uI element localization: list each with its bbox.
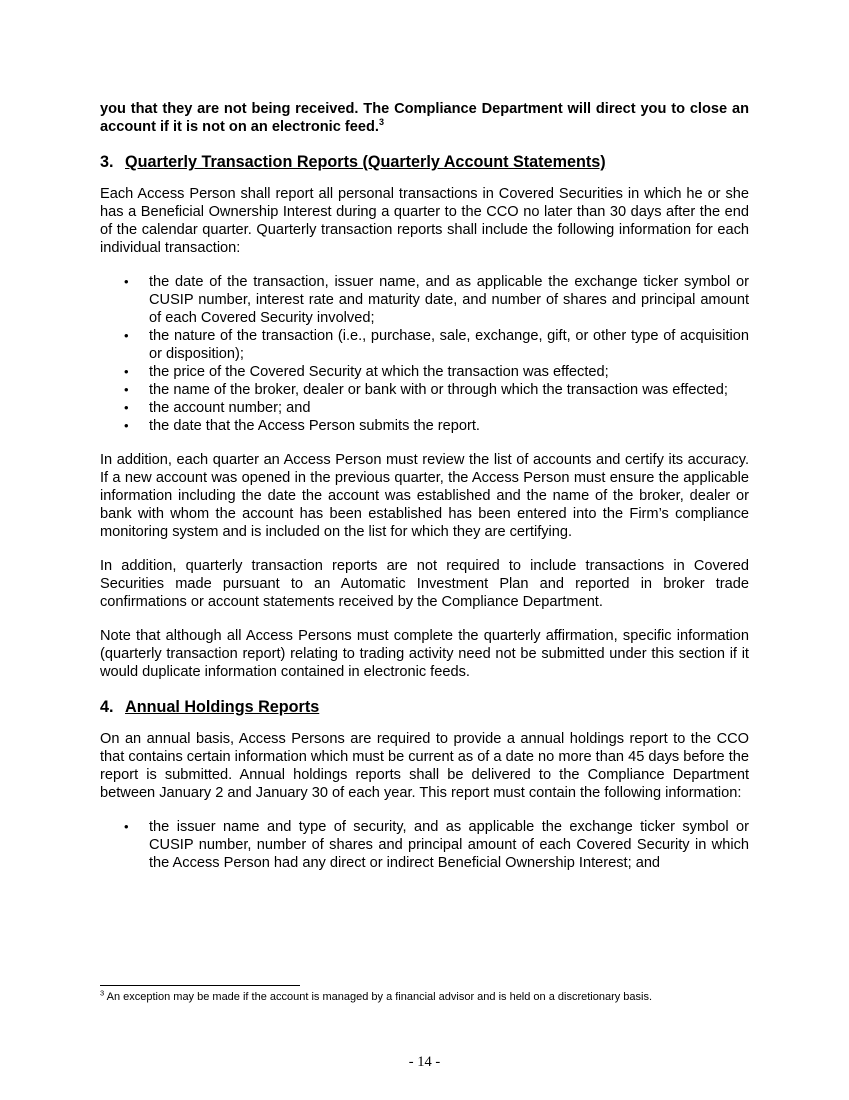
bullet-icon: •	[124, 819, 129, 834]
bullet-icon: •	[124, 274, 129, 289]
list-item-text: the nature of the transaction (i.e., purchase, sale, exchange, gift, or other type of acquisition or disposition);	[149, 328, 749, 362]
page-number: - 14 -	[408, 1054, 441, 1070]
bullet-icon: •	[124, 364, 129, 379]
list-item	[100, 381, 749, 399]
footnote-marker: 3	[100, 988, 105, 998]
section-3-paragraph-4: Note that although all Access Persons must complete the quarterly affirmation, specific information (quarterly transaction report) relating to trading activity need not be submitted under this section if it would duplicate information contained in electronic feeds.	[100, 628, 749, 680]
section-4-paragraph-1: On an annual basis, Access Persons are required to provide a annual holdings report to the CCO that contains certain information which must be current as of a date no more than 45 days before the report is submitted. Annual holdings reports shall be delivered to the Compliance Department between January 2 and January 30 of each year. This report must contain the following information:	[100, 731, 749, 801]
list-item-text: the price of the Covered Security at which the transaction was effected;	[149, 364, 609, 380]
list-item	[100, 818, 749, 872]
bullet-icon: •	[124, 400, 129, 415]
section-3-paragraph-3: In addition, quarterly transaction reports are not required to include transactions in Covered Securities made pursuant to an Automatic Investment Plan and reported in broker trade confirmations or account statements received by the Compliance Department.	[100, 558, 749, 610]
intro-text: you that they are not being received. The Compliance Department will direct you to close an account if it is not on an electronic feed.	[100, 101, 749, 135]
document-body	[100, 100, 749, 888]
section-3-paragraph-2: In addition, each quarter an Access Person must review the list of accounts and certify its accuracy. If a new account was opened in the previous quarter, the Access Person must ensure the applicable information including the date the account was established and the name of the broker, dealer or bank with whom the account has been established has been entered into the Firm’s compliance monitoring system and is included on the list for which they are certifying.	[100, 452, 749, 540]
bullet-icon: •	[124, 328, 129, 343]
footnote-divider	[100, 985, 300, 986]
list-item	[100, 363, 749, 381]
section-3-number: 3.	[100, 153, 114, 171]
footnote	[100, 990, 749, 1004]
section-4-heading	[100, 697, 749, 717]
section-3-heading	[100, 152, 749, 172]
list-item-text: the account number; and	[149, 400, 311, 416]
list-item	[100, 417, 749, 435]
list-item-text: the date that the Access Person submits the report.	[149, 418, 480, 434]
section-4-number: 4.	[100, 698, 114, 716]
footnote-reference: 3	[378, 117, 384, 128]
list-item-text: the date of the transaction, issuer name, and as applicable the exchange ticker symbol or CUSIP number, interest rate and maturity date, and number of shares and principal amount of each Covered Security involved;	[149, 274, 749, 326]
footnote-text: An exception may be made if the account is managed by a financial advisor and is held on a discretionary basis.	[104, 991, 653, 1003]
section-3-title: Quarterly Transaction Reports (Quarterly Account Statements)	[125, 153, 606, 171]
intro-paragraph	[100, 100, 749, 136]
list-item	[100, 327, 749, 363]
section-4-title: Annual Holdings Reports	[125, 698, 320, 716]
section-3-paragraph-1: Each Access Person shall report all personal transactions in Covered Securities in which he or she has a Beneficial Ownership Interest during a quarter to the CCO no later than 30 days after the end of the calendar quarter. Quarterly transaction reports shall include the following information for each individual transaction:	[100, 186, 749, 256]
list-item	[100, 273, 749, 327]
list-item-text: the name of the broker, dealer or bank with or through which the transaction was effected;	[149, 382, 728, 398]
section-3-bullet-list	[100, 273, 749, 435]
section-4-bullet-list	[100, 818, 749, 872]
bullet-icon: •	[124, 382, 129, 397]
list-item-text: the issuer name and type of security, and as applicable the exchange ticker symbol or CUSIP number, number of shares and principal amount of each Covered Security in which the Access Person had any direct or indirect Beneficial Ownership Interest; and	[149, 819, 749, 871]
list-item	[100, 399, 749, 417]
bullet-icon: •	[124, 418, 129, 433]
